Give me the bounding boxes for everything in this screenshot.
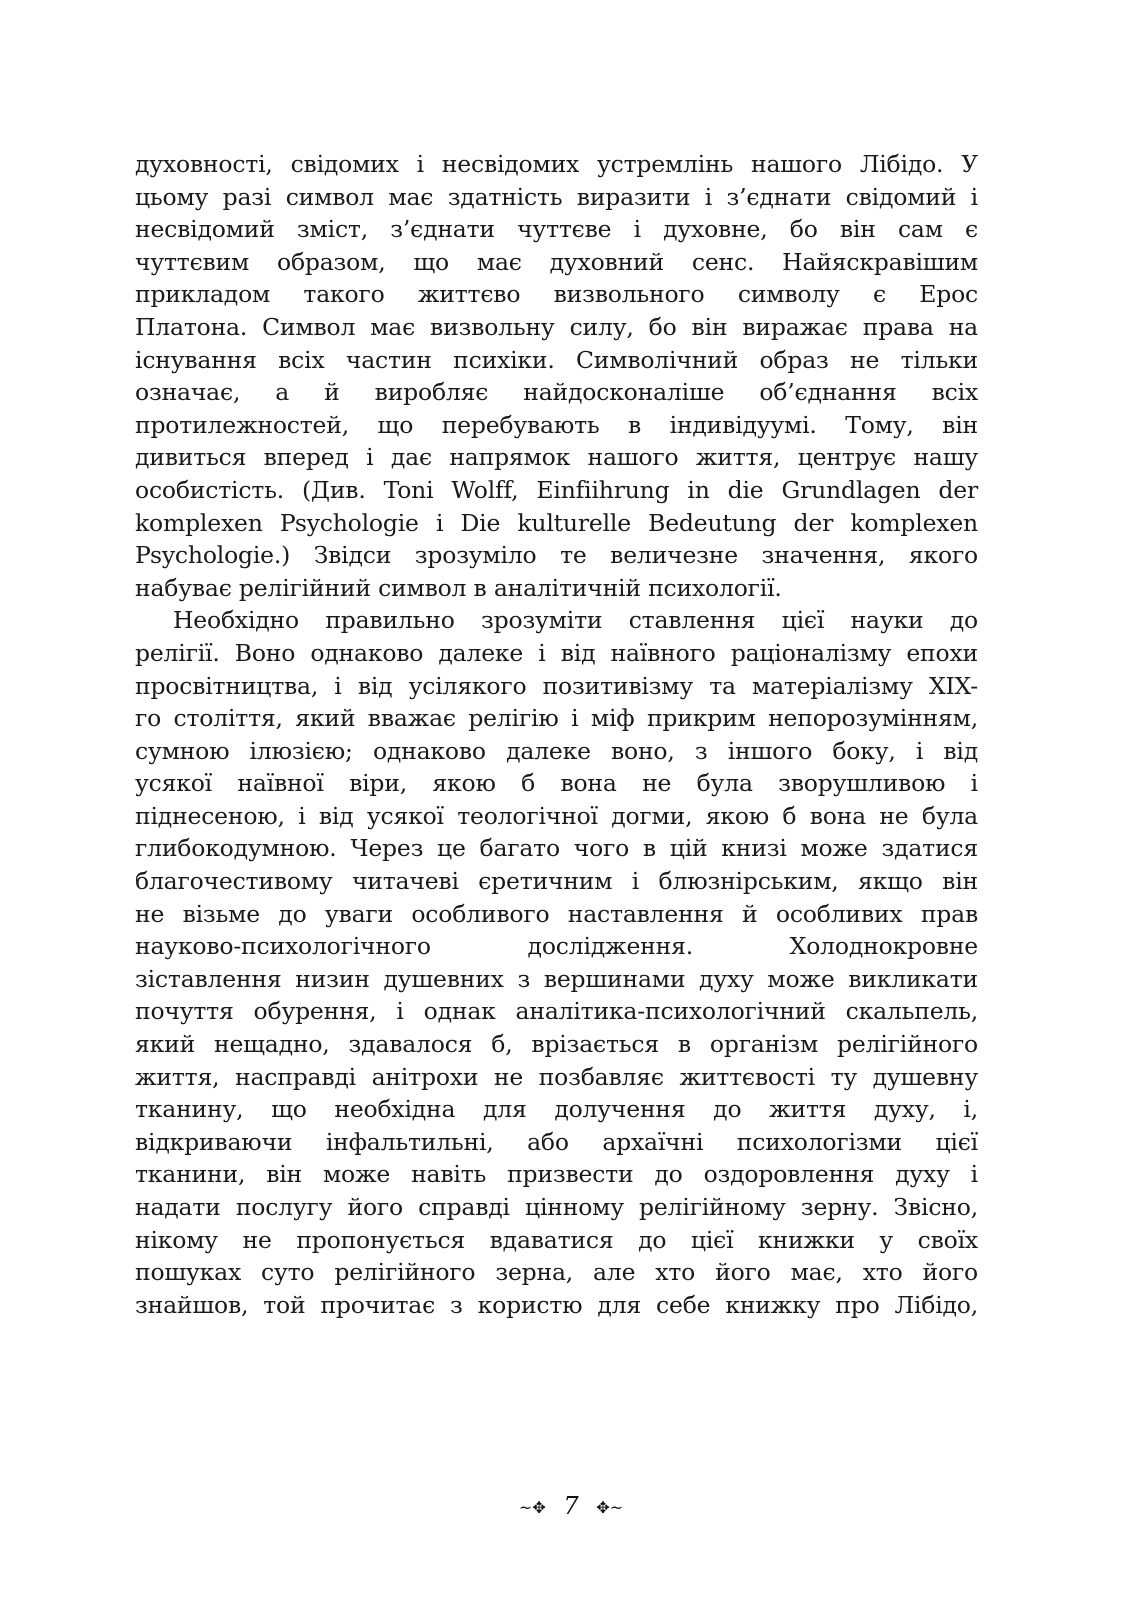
text-line: Psychologie.) Звідси зрозуміло те величезне значення, якого <box>135 541 978 570</box>
text-line: komplexen Psychologie i Die kulturelle Bedeutung der komplexen <box>135 508 978 537</box>
text-line: не візьме до уваги особливого наставлення й особливих прав <box>135 899 978 928</box>
text-line: Необхідно правильно зрозуміти ставлення цієї науки до <box>173 606 978 635</box>
text-line: набуває релігійний символ в аналітичній психології. <box>135 573 782 602</box>
text-line: пошуках суто релігійного зерна, але хто його має, хто його <box>135 1258 978 1287</box>
text-line: зіставлення низин душевних з вершинами духу може викликати <box>135 964 978 993</box>
text-line: глибокодумною. Через це багато чого в цій книзі може здатися <box>135 834 978 863</box>
text-line: нікому не пропонується вдаватися до цієї книжки у своїх <box>135 1225 978 1254</box>
page-footer <box>0 1492 1142 1520</box>
text-line: почуття обурення, і однак аналітика-психологічний скальпель, <box>135 997 978 1026</box>
text-line: го століття, який вважає релігію і міф прикрим непорозумінням, <box>135 704 978 733</box>
text-line: який нещадно, здавалося б, врізається в організм релігійного <box>135 1030 978 1059</box>
ornament-left-icon: ~✥ <box>518 1498 546 1517</box>
paragraph-1 <box>135 148 978 604</box>
text-line: тканину, що необхідна для долучення до життя духу, і, <box>135 1095 978 1124</box>
page-number: 7 <box>563 1492 579 1520</box>
text-line: духовності, свідомих і несвідомих устремлінь нашого Лібідо. У <box>135 150 978 178</box>
text-line: піднесеною, і від усякої теологічної догми, якою б вона не була <box>135 801 978 830</box>
text-line: існування всіх частин психіки. Символічний образ не тільки <box>135 345 978 374</box>
text-line: відкриваючи інфальтильні, або архаїчні психологізми цієї <box>135 1127 978 1156</box>
text-line: науково-психологічного дослідження. Холоднокровне <box>135 932 978 961</box>
text-line: благочестивому читачеві єретичним і блюзнірським, якщо він <box>135 867 978 896</box>
text-line: прикладом такого життєво визвольного символу є Ерос <box>135 280 978 309</box>
text-line: протилежностей, що перебувають в індивідуумі. Тому, він <box>135 410 978 439</box>
text-line: цьому разі символ має здатність виразити і з’єднати свідомий і <box>135 182 978 211</box>
text-line: усякої наївної віри, якою б вона не була зворушливою і <box>135 769 978 798</box>
text-line: сумною ілюзією; однаково далеке воно, з іншого боку, і від <box>135 736 978 765</box>
text-line: чуттєвим образом, що має духовний сенс. Найяскравішим <box>135 247 978 276</box>
ornament-right-icon: ✥~ <box>596 1498 624 1517</box>
text-line: несвідомий зміст, з’єднати чуттєве і духовне, бо він сам є <box>135 215 978 244</box>
text-line: дивиться вперед і дає напрямок нашого життя, центрує нашу <box>135 443 978 472</box>
text-line: релігії. Воно однаково далеке і від наївного раціоналізму епохи <box>135 638 978 667</box>
text-line: просвітництва, і від усілякого позитивізму та матеріалізму XIX- <box>135 671 978 700</box>
page-body <box>135 148 978 1321</box>
text-line: означає, а й виробляє найдосконаліше об’єднання всіх <box>135 378 978 407</box>
text-line: особистість. (Див. Toni Wolff, Einfiihrung in die Grundlagen der <box>135 475 978 504</box>
text-line: надати послугу його справді цінному релігійному зерну. Звісно, <box>135 1193 978 1221</box>
paragraph-2 <box>135 604 978 1321</box>
text-line: Платона. Символ має визвольну силу, бо він виражає права на <box>135 312 978 341</box>
text-line: знайшов, той прочитає з користю для себе книжку про Лібідо, <box>135 1290 978 1319</box>
text-line: тканини, він може навіть призвести до оздоровлення духу і <box>135 1160 978 1189</box>
text-line: життя, насправді анітрохи не позбавляє життєвості ту душевну <box>135 1062 978 1091</box>
